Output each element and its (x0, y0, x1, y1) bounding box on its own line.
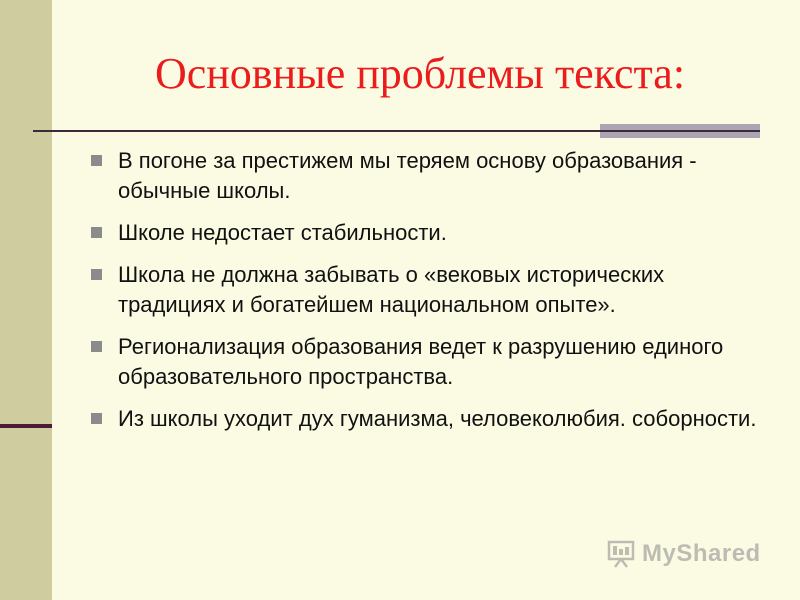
square-bullet-icon (91, 269, 102, 280)
square-bullet-icon (91, 227, 102, 238)
square-bullet-icon (91, 155, 102, 166)
left-bar-divider (0, 424, 52, 428)
bullet-item (90, 332, 770, 392)
bullet-item (90, 146, 770, 206)
bullet-text: Регионализация образования ведет к разрушению единого образовательного пространства. (118, 334, 724, 389)
bullet-item (90, 218, 770, 248)
slide-title: Основные проблемы текста: (154, 49, 686, 98)
bullet-text: Школе недостает стабильности. (118, 220, 447, 245)
bullet-item (90, 404, 770, 434)
square-bullet-icon (91, 341, 102, 352)
square-bullet-icon (91, 413, 102, 424)
watermark-text: MyShared (642, 540, 761, 567)
watermark-logo (606, 536, 761, 572)
bullet-text: Из школы уходит дух гуманизма, человеколюбия. соборности. (118, 406, 757, 431)
bullet-text: Школа не должна забывать о «вековых исторических традициях и богатейшем национальном опыте». (118, 262, 665, 317)
presentation-board-icon (606, 539, 636, 569)
bullet-item (90, 260, 770, 320)
bullet-text: В погоне за престижем мы теряем основу образования - обычные школы. (118, 148, 697, 203)
bullet-list (90, 146, 770, 446)
title-underline-accent (600, 124, 760, 138)
